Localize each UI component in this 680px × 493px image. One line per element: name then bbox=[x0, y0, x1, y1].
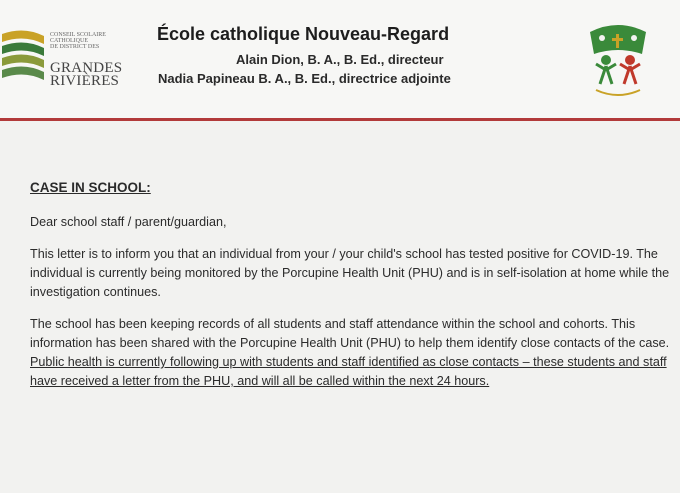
school-logo bbox=[586, 20, 650, 102]
school-emblem-icon bbox=[586, 20, 650, 102]
salutation: Dear school staff / parent/guardian, bbox=[30, 215, 227, 229]
letterhead bbox=[0, 0, 680, 118]
board-small-line: CONSEIL SCOLAIRE bbox=[50, 32, 106, 38]
paragraph-1: This letter is to inform you that an individual from your / your child's school has tested positive for COVID-19. The individual is currently being monitored by the Porcupine Health Unit (PHU) and is in self-isolation at home while the investigation continues. bbox=[30, 247, 670, 299]
vice-principal-line: Nadia Papineau B. A., B. Ed., directrice adjointe bbox=[158, 71, 451, 86]
header-divider bbox=[0, 118, 680, 121]
board-name-small bbox=[50, 32, 130, 50]
principal-line: Alain Dion, B. A., B. Ed., directeur bbox=[236, 52, 444, 67]
paragraph-2-text: The school has been keeping records of all students and staff attendance within the school and cohorts. This information has been shared with the Porcupine Health Unit (PHU) to help them identify close contacts of the case. bbox=[30, 317, 670, 350]
letter-heading: CASE IN SCHOOL: bbox=[30, 180, 151, 195]
board-small-line: CATHOLIQUE bbox=[50, 38, 88, 44]
board-small-line: DE DISTRICT DES bbox=[50, 44, 100, 50]
board-big-line: GRANDES bbox=[50, 60, 123, 76]
paragraph-2 bbox=[30, 315, 670, 391]
school-name: École catholique Nouveau-Regard bbox=[157, 24, 450, 44]
letter-body bbox=[30, 178, 670, 404]
school-board-emblem-icon bbox=[0, 24, 48, 98]
school-board-logo bbox=[0, 22, 140, 98]
board-big-line: RIVIÈRES bbox=[50, 73, 120, 89]
board-name-large bbox=[50, 62, 140, 88]
paragraph-2-underlined: Public health is currently following up with students and staff identified as close contacts – these students and staff have received a letter from the PHU, and will all be called within the next 24 hours. bbox=[30, 355, 667, 388]
